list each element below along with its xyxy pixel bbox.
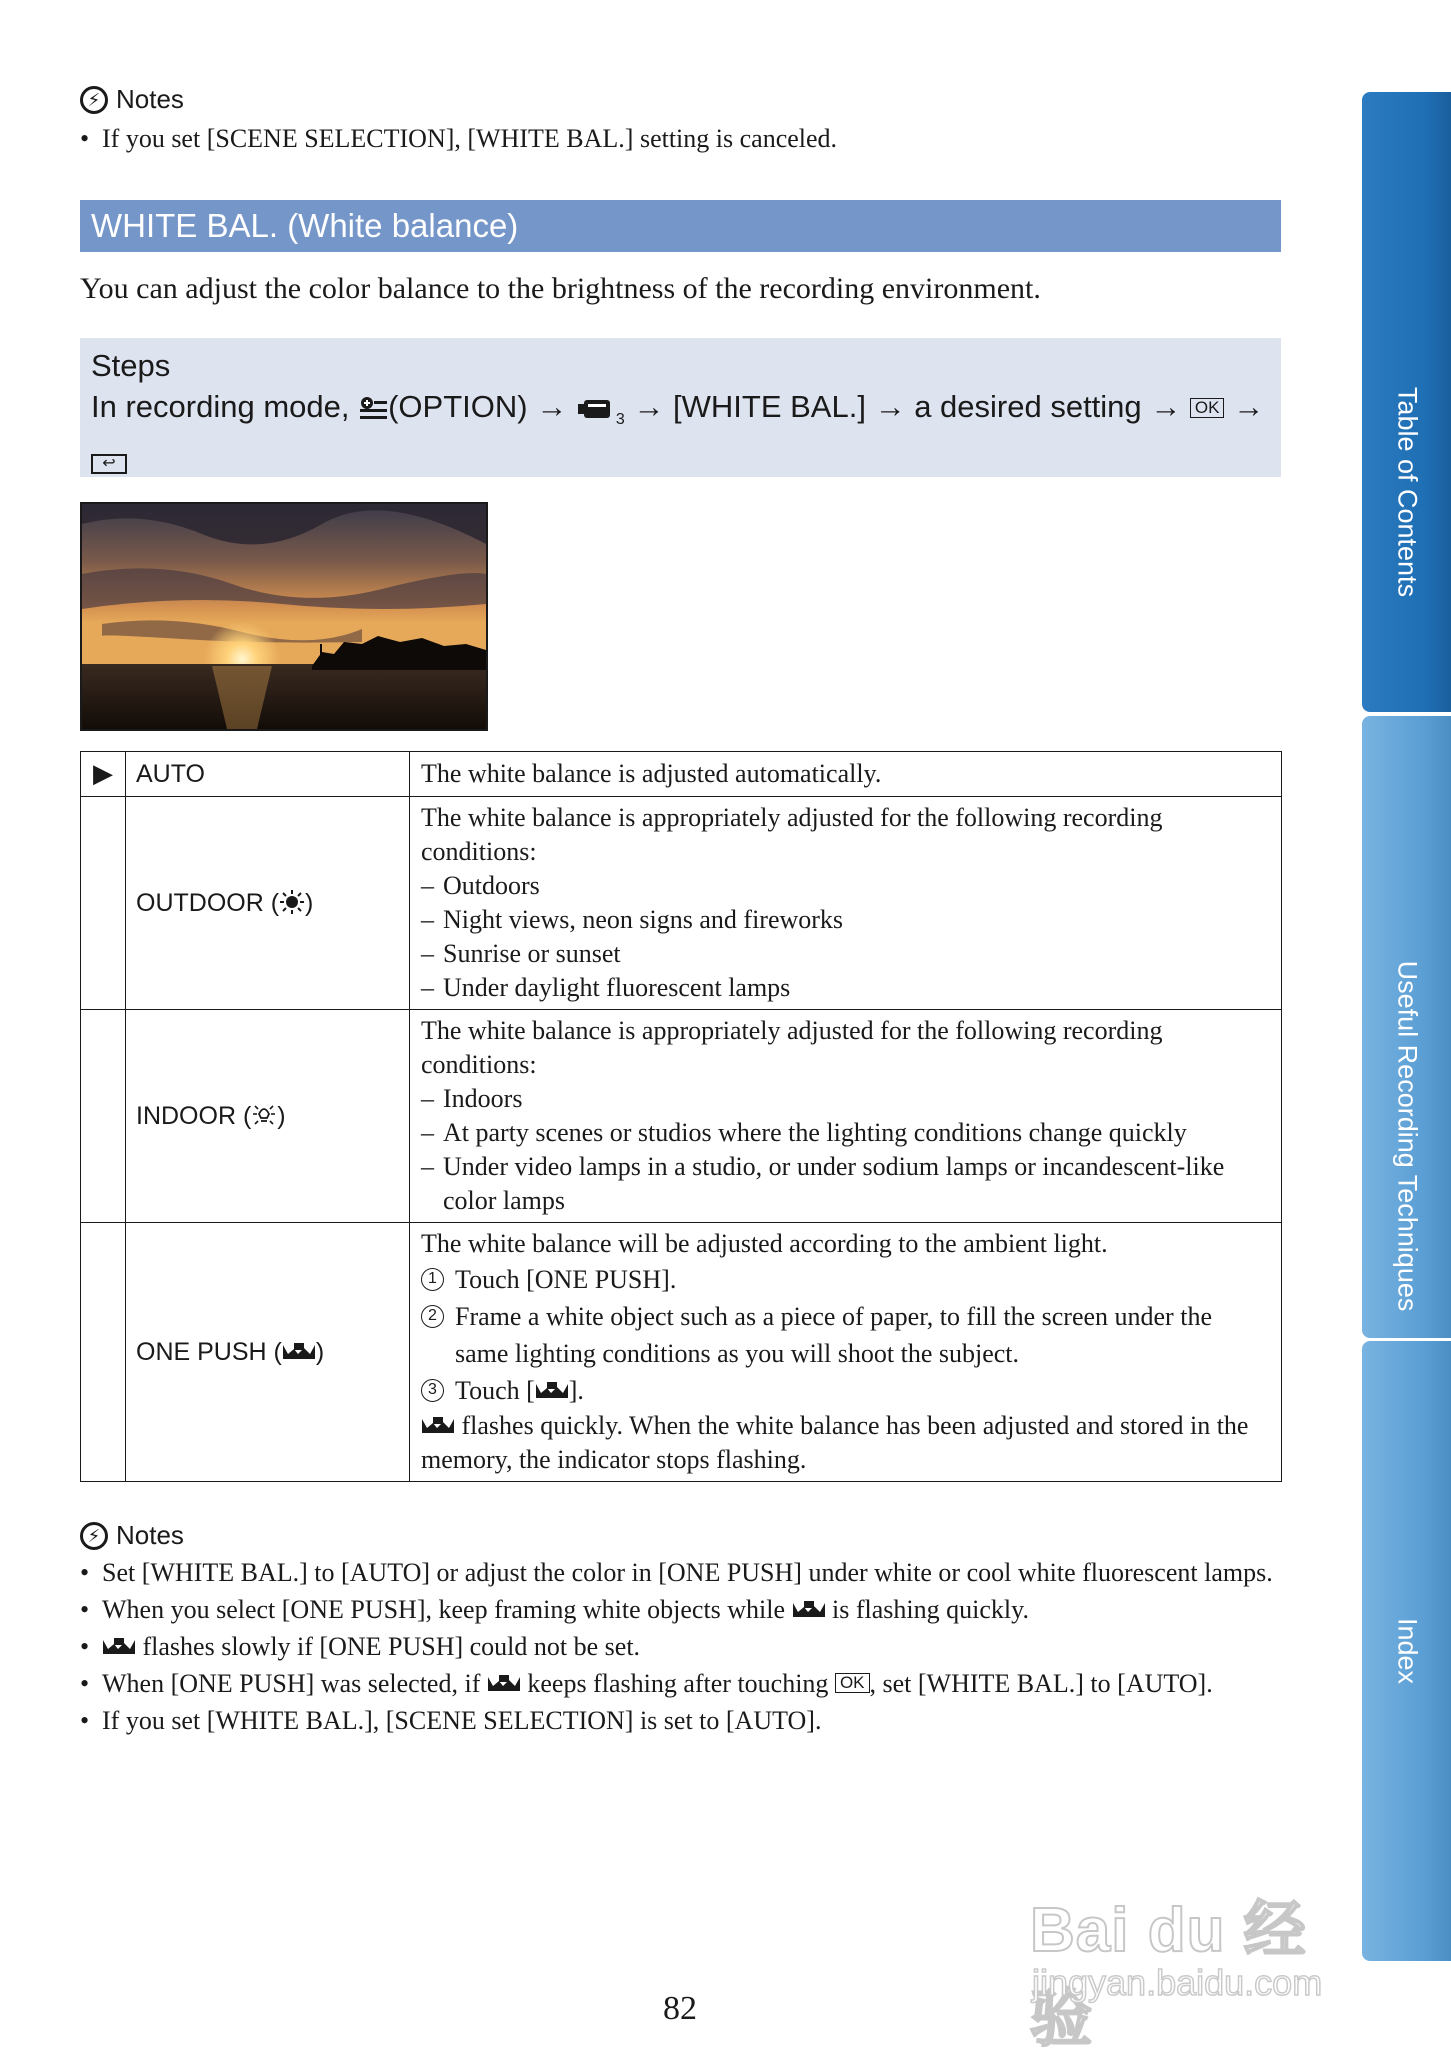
one-push-step-text: Frame a white object such as a piece of paper, to fill the screen under the same lighting conditions as you will shoot the subject. xyxy=(455,1302,1212,1368)
ok-button-icon: OK xyxy=(1190,398,1225,418)
one-push-icon xyxy=(487,1674,521,1694)
notes-icon: ⚡ xyxy=(80,1522,108,1550)
one-push-step-text: Touch [ONE PUSH]. xyxy=(455,1265,677,1294)
bottom-note-item xyxy=(80,1591,1280,1628)
table-cell-empty xyxy=(81,797,126,1010)
tab-table-of-contents-label: Table of Contents xyxy=(1392,386,1422,598)
sun-icon xyxy=(279,889,305,915)
setting-name-auto: AUTO xyxy=(126,752,410,797)
setting-name-outdoor-end: ) xyxy=(305,888,314,917)
setting-name-outdoor xyxy=(126,797,410,1010)
note-text: When you select [ONE PUSH], keep framing white objects while xyxy=(102,1595,786,1624)
sunset-photo xyxy=(80,502,488,731)
bottom-note-item: • Set [WHITE BAL.] to [AUTO] or adjust the color in [ONE PUSH] under white or cool white fluorescent lamps. xyxy=(80,1554,1280,1591)
setting-desc-outdoor xyxy=(410,797,1282,1010)
outdoor-desc-text: The white balance is appropriately adjusted for the following recording conditions: xyxy=(421,803,1163,866)
one-push-icon xyxy=(102,1637,136,1657)
indoor-desc-text: The white balance is appropriately adjusted for the following recording conditions: xyxy=(421,1016,1163,1079)
tab-useful-recording-techniques-label: Useful Recording Techniques xyxy=(1392,960,1422,1312)
sunset-image xyxy=(82,504,486,729)
note-text: keeps flashing after touching xyxy=(527,1669,829,1698)
bottom-notes-heading-text: Notes xyxy=(116,1520,184,1550)
indoor-bullet: – Under video lamps in a studio, or under sodium lamps or incandescent-like color lamps xyxy=(421,1150,1271,1218)
outdoor-bullet: – Outdoors xyxy=(421,869,1271,903)
setting-name-indoor-end: ) xyxy=(277,1101,286,1130)
arrow-2: → xyxy=(633,389,665,424)
one-push-step-text-after: ]. xyxy=(568,1376,584,1405)
one-push-icon xyxy=(421,1416,455,1436)
bottom-note-item xyxy=(80,1665,1280,1702)
baidu-watermark xyxy=(1030,1850,1360,2054)
table-cell-empty xyxy=(81,1223,126,1482)
steps-box xyxy=(80,338,1281,477)
note-text: is flashing quickly. xyxy=(832,1595,1029,1624)
setting-name-indoor-text: INDOOR ( xyxy=(136,1101,252,1130)
one-push-tail xyxy=(421,1409,1271,1477)
watermark-url: jingyan.baidu.com xyxy=(1032,1962,1323,2003)
arrow-4: → xyxy=(1150,389,1182,424)
setting-desc-indoor xyxy=(410,1010,1282,1223)
indoor-bullet: – At party scenes or studios where the lighting conditions change quickly xyxy=(421,1116,1271,1150)
light-bulb-icon xyxy=(251,1102,277,1128)
note-text: , set [WHITE BAL.] to [AUTO]. xyxy=(869,1669,1213,1698)
one-push-step-text-before: Touch [ xyxy=(455,1376,535,1405)
option-menu-icon xyxy=(358,396,388,422)
indoor-bullet: – Indoors xyxy=(421,1082,1271,1116)
step-number-icon: 1 xyxy=(421,1268,444,1291)
arrow-3: → xyxy=(874,389,906,424)
setting-name-one-push xyxy=(126,1223,410,1482)
setting-name-one-push-end: ) xyxy=(315,1337,325,1366)
ok-button-icon: OK xyxy=(835,1673,870,1693)
one-push-icon xyxy=(535,1381,569,1401)
tab-index-label: Index xyxy=(1392,1617,1422,1685)
top-note-item: • If you set [SCENE SELECTION], [WHITE BAL.] setting is canceled. xyxy=(80,120,837,157)
top-notes-heading xyxy=(80,84,184,115)
camera-tab-icon xyxy=(576,396,620,422)
setting-name-one-push-text: ONE PUSH ( xyxy=(136,1337,282,1366)
notes-icon: ⚡ xyxy=(80,86,108,114)
steps-option-label: (OPTION) xyxy=(388,389,528,424)
steps-title: Steps xyxy=(91,348,171,383)
outdoor-bullet: – Night views, neon signs and fireworks xyxy=(421,903,1271,937)
note-text: flashes slowly if [ONE PUSH] could not be set. xyxy=(142,1632,641,1661)
one-push-tail-text: flashes quickly. When the white balance has been adjusted and stored in the memory, the indicator stops flashing. xyxy=(421,1411,1249,1474)
one-push-step xyxy=(421,1372,1271,1409)
top-notes-heading-text: Notes xyxy=(116,84,184,114)
steps-prefix: In recording mode, xyxy=(91,389,350,424)
step-number-icon: 2 xyxy=(421,1305,444,1328)
steps-instructions xyxy=(91,386,1270,483)
setting-desc-auto: The white balance is adjusted automatically. xyxy=(410,752,1282,797)
camera-tab-number: 3 xyxy=(615,411,625,429)
table-row-one-push xyxy=(81,1223,1282,1482)
selected-marker-icon: ▶ xyxy=(81,752,126,797)
tab-useful-recording-techniques[interactable] xyxy=(1362,716,1451,1338)
steps-item: [WHITE BAL.] xyxy=(673,389,866,424)
table-row-indoor xyxy=(81,1010,1282,1223)
one-push-step xyxy=(421,1261,1271,1298)
section-title: WHITE BAL. (White balance) xyxy=(80,200,1281,252)
arrow-5: → xyxy=(1233,389,1265,424)
bottom-notes-heading xyxy=(80,1520,184,1551)
setting-desc-one-push xyxy=(410,1223,1282,1482)
one-push-desc-text: The white balance will be adjusted according to the ambient light. xyxy=(421,1229,1108,1258)
arrow-1: → xyxy=(536,389,568,424)
tab-table-of-contents[interactable] xyxy=(1362,92,1451,712)
bottom-note-item: • If you set [WHITE BAL.], [SCENE SELECTION] is set to [AUTO]. xyxy=(80,1702,1280,1739)
note-text: When [ONE PUSH] was selected, if xyxy=(102,1669,481,1698)
return-button-icon: ↩ xyxy=(91,454,127,474)
section-intro: You can adjust the color balance to the brightness of the recording environment. xyxy=(80,272,1041,305)
setting-name-indoor xyxy=(126,1010,410,1223)
table-row-auto xyxy=(81,752,1282,797)
top-notes-list xyxy=(80,120,837,157)
watermark-brand: Bai du 经验 xyxy=(1030,1896,1307,2054)
outdoor-bullet: – Under daylight fluorescent lamps xyxy=(421,971,1271,1005)
tab-index[interactable] xyxy=(1362,1341,1451,1961)
one-push-icon xyxy=(792,1600,826,1620)
step-number-icon: 3 xyxy=(421,1379,444,1402)
one-push-step xyxy=(421,1298,1271,1372)
one-push-icon xyxy=(282,1342,316,1362)
outdoor-bullet: – Sunrise or sunset xyxy=(421,937,1271,971)
bottom-notes-list xyxy=(80,1554,1280,1739)
white-balance-settings-table xyxy=(80,751,1282,1482)
table-cell-empty xyxy=(81,1010,126,1223)
bottom-note-item xyxy=(80,1628,1280,1665)
steps-desired: a desired setting xyxy=(914,389,1142,424)
page-number: 82 xyxy=(663,1990,697,2027)
table-row-outdoor xyxy=(81,797,1282,1010)
setting-name-outdoor-text: OUTDOOR ( xyxy=(136,888,280,917)
